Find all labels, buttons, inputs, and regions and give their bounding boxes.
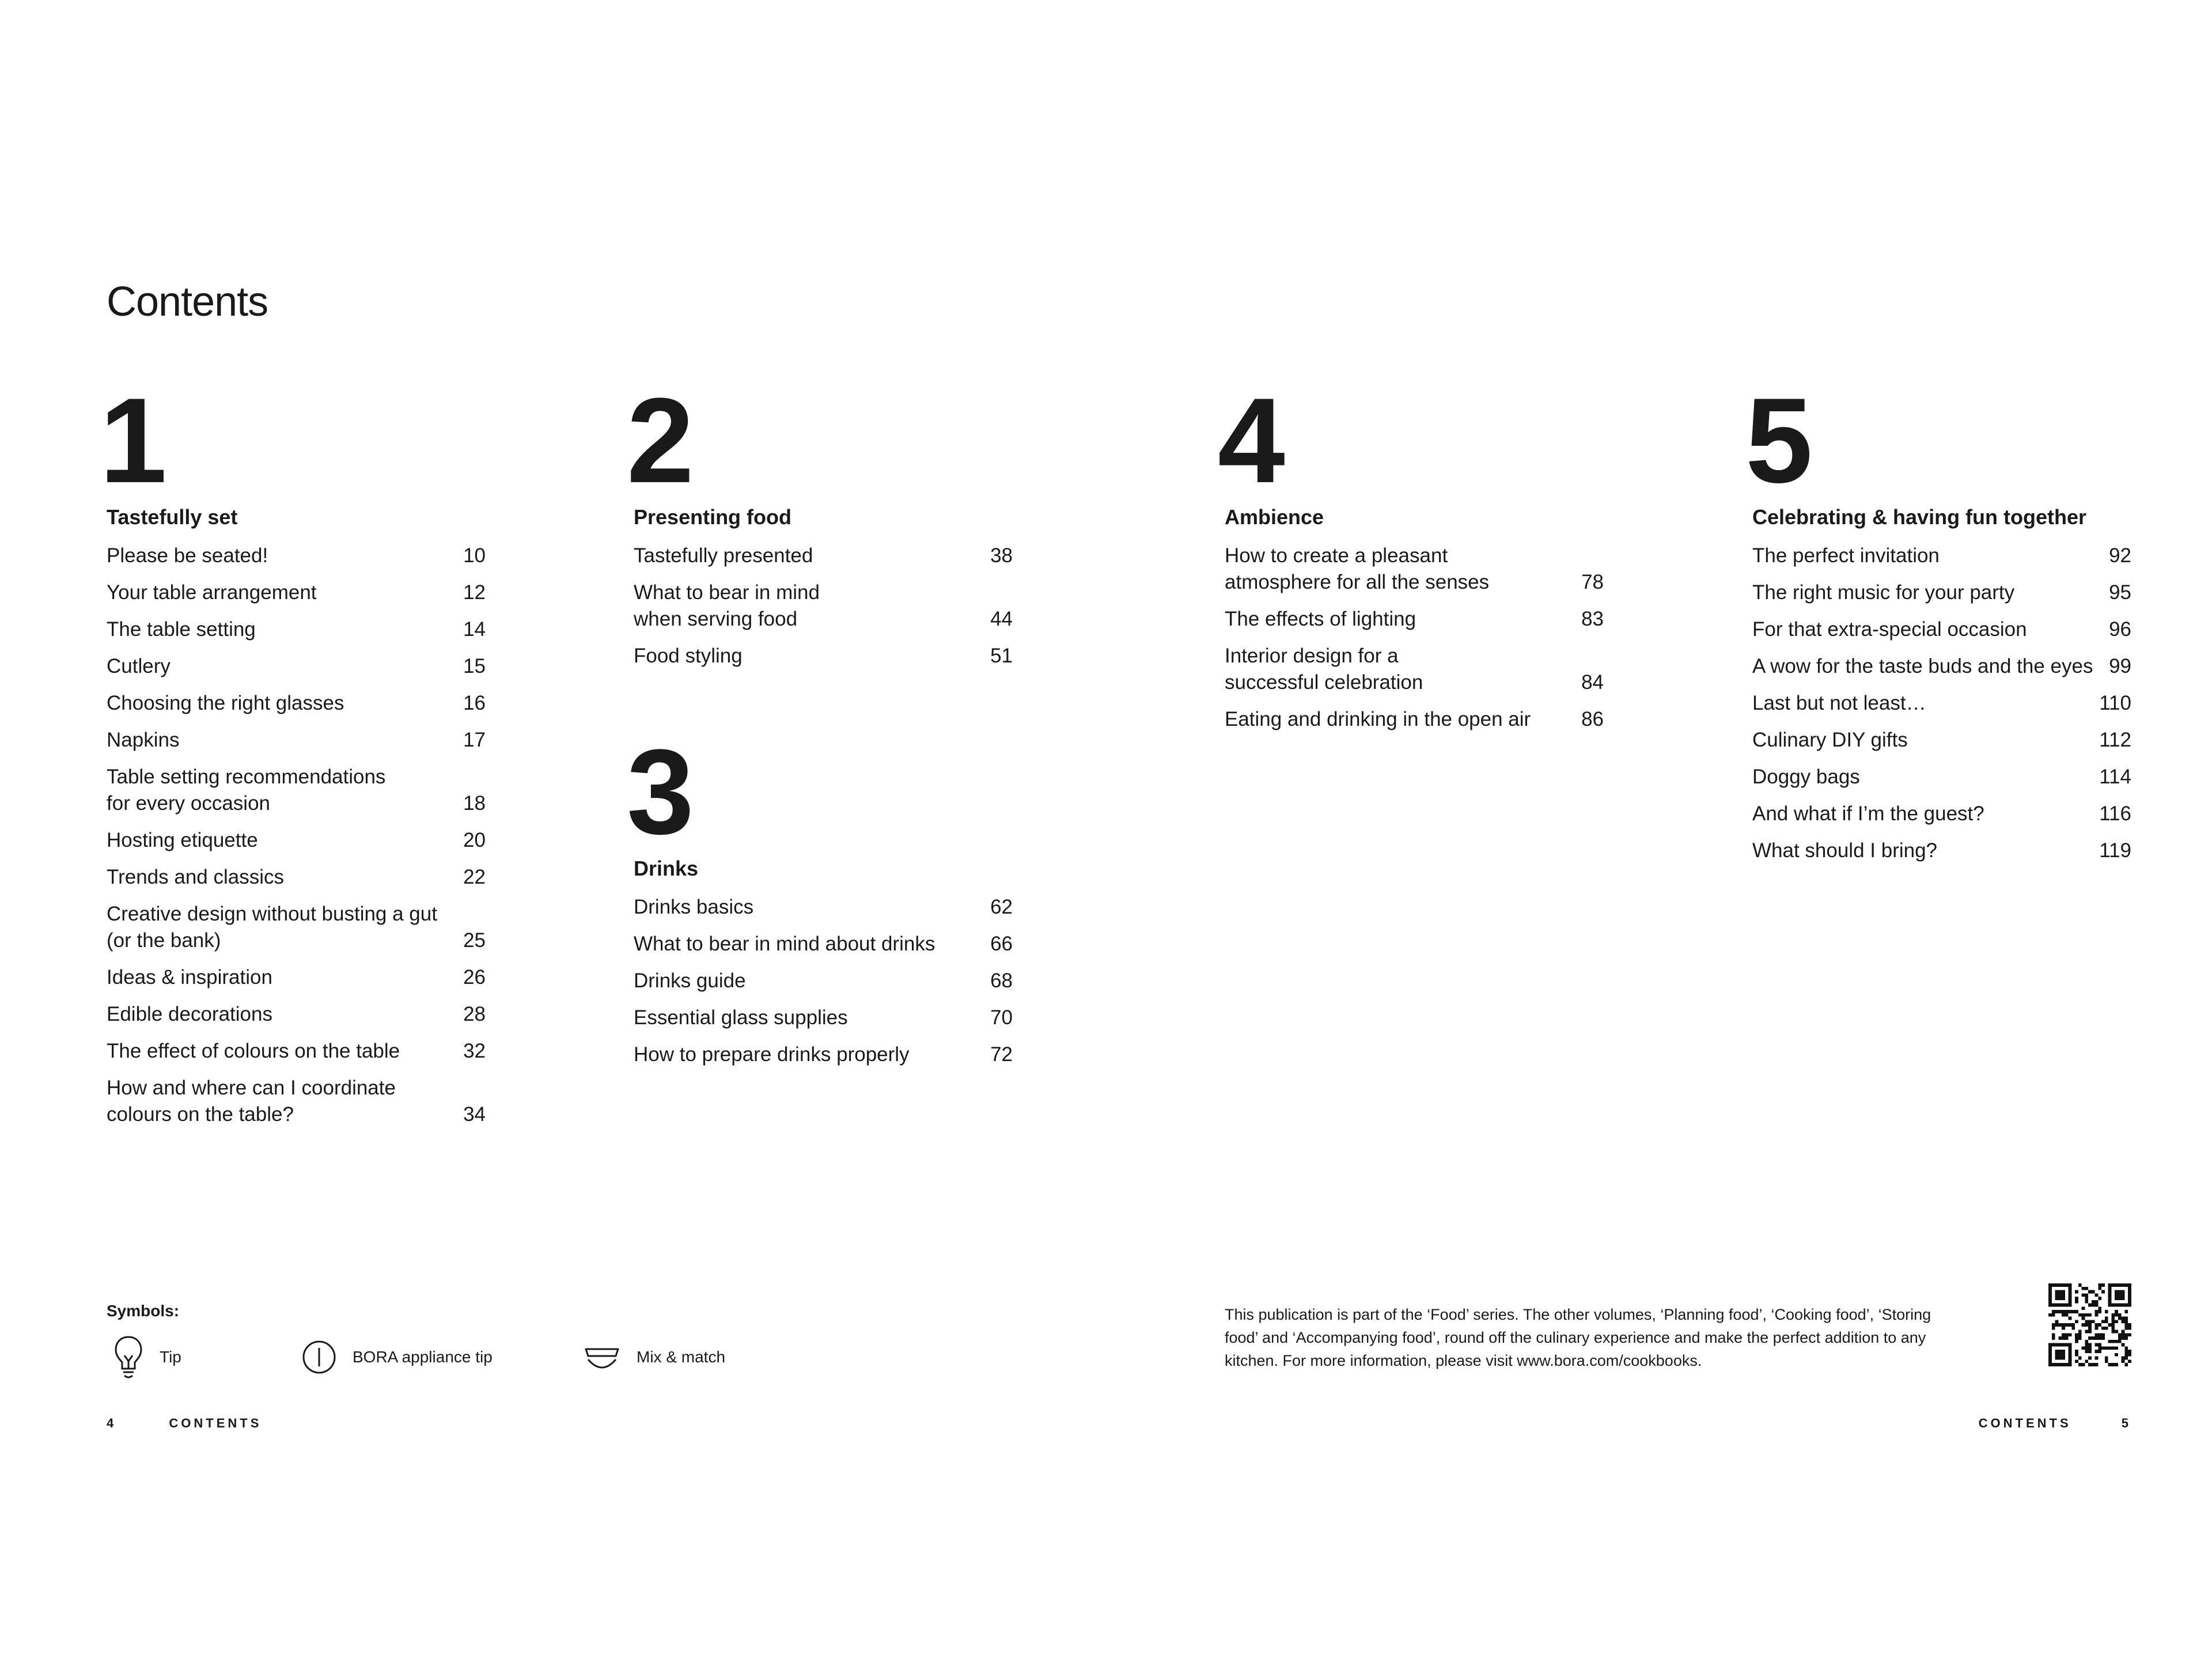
toc-entry-page: 10 <box>463 544 486 567</box>
toc-entry-title: Ideas & inspiration <box>107 966 272 988</box>
circle-line-icon <box>301 1339 338 1376</box>
toc-entry <box>634 643 1013 669</box>
toc-entry <box>1752 727 2131 753</box>
toc-entry-title: The perfect invitation <box>1752 544 1940 567</box>
toc-entry-title: Essential glass supplies <box>634 1006 848 1029</box>
toc-entry-page: 114 <box>2099 766 2131 788</box>
toc-entry <box>107 964 486 991</box>
toc-entry-title: Hosting etiquette <box>107 829 258 851</box>
footer-right <box>1979 1417 2131 1430</box>
entry-list <box>634 894 1013 1068</box>
toc-entry-title: How and where can I coordinate colours on the table? <box>107 1077 396 1126</box>
section-title: Presenting food <box>634 505 792 529</box>
toc-entry-page: 51 <box>990 645 1013 667</box>
toc-entry-page: 15 <box>463 655 486 677</box>
section-number: 5 <box>1745 373 1810 508</box>
toc-entry <box>107 727 486 753</box>
toc-entry <box>1225 706 1604 733</box>
toc-entry <box>634 1005 1013 1031</box>
toc-entry <box>634 1041 1013 1068</box>
qr-code-icon <box>2048 1283 2131 1366</box>
toc-entry-page: 84 <box>1581 671 1604 694</box>
toc-entry-title: The effect of colours on the table <box>107 1040 400 1062</box>
toc-entry-page: 68 <box>990 969 1013 992</box>
toc-entry-title: The table setting <box>107 618 256 641</box>
toc-entry <box>107 1075 486 1128</box>
toc-entry <box>1752 764 2131 790</box>
section-title: Tastefully set <box>107 505 238 529</box>
toc-entry-title: Interior design for a successful celebration <box>1225 645 1423 694</box>
toc-entry-page: 112 <box>2099 729 2131 751</box>
section-title: Celebrating & having fun together <box>1752 505 2087 529</box>
toc-entry-page: 96 <box>2109 618 2131 641</box>
toc-entry <box>107 827 486 854</box>
symbol-mix-and-match <box>582 1334 725 1380</box>
toc-entry <box>1752 543 2131 569</box>
toc-entry-page: 14 <box>463 618 486 641</box>
symbol-tip <box>112 1334 181 1380</box>
toc-entry-title: Cutlery <box>107 655 171 677</box>
toc-entry-title: Drinks guide <box>634 969 746 992</box>
toc-entry-page: 116 <box>2099 802 2131 825</box>
toc-entry-page: 99 <box>2109 655 2131 677</box>
toc-entry-title: Culinary DIY gifts <box>1752 729 1908 751</box>
section-5 <box>1745 373 2131 874</box>
toc-entry-page: 22 <box>463 866 486 888</box>
toc-entry <box>107 543 486 569</box>
toc-entry-title: Food styling <box>634 645 743 667</box>
section-title: Ambience <box>1225 505 1324 529</box>
toc-entry-page: 119 <box>2099 839 2131 862</box>
toc-entry <box>107 616 486 643</box>
toc-entry-page: 62 <box>990 896 1013 918</box>
toc-entry-page: 25 <box>463 929 486 952</box>
toc-entry <box>107 764 486 817</box>
toc-entry-page: 44 <box>990 608 1013 630</box>
symbol-row <box>107 1334 798 1386</box>
section-number: 2 <box>627 373 692 508</box>
footer-left <box>107 1417 262 1430</box>
toc-entry-title: Eating and drinking in the open air <box>1225 708 1531 730</box>
toc-entry <box>634 579 1013 632</box>
toc-entry <box>107 579 486 606</box>
toc-entry-page: 12 <box>463 581 486 604</box>
toc-entry-title: For that extra-special occasion <box>1752 618 2027 641</box>
lightbulb-icon <box>112 1334 145 1380</box>
toc-entry-title: Drinks basics <box>634 896 754 918</box>
symbols-legend <box>107 1302 726 1366</box>
entry-list <box>107 543 486 1128</box>
toc-entry-title: Creative design without busting a gut (or the bank) <box>107 903 437 952</box>
entry-list <box>634 543 1013 669</box>
running-head: CONTENTS <box>169 1416 262 1430</box>
symbols-heading: Symbols: <box>107 1302 180 1320</box>
toc-entry <box>107 1001 486 1028</box>
toc-entry <box>107 653 486 680</box>
toc-entry <box>107 864 486 891</box>
toc-entry-title: Last but not least… <box>1752 692 1926 714</box>
page-number: 5 <box>2121 1416 2131 1430</box>
toc-entry-page: 72 <box>990 1043 1013 1066</box>
toc-entry-page: 34 <box>463 1103 486 1126</box>
toc-entry-title: The effects of lighting <box>1225 608 1416 630</box>
toc-entry <box>1752 838 2131 864</box>
toc-entry-title: Table setting recommendations for every occasion <box>107 766 386 815</box>
toc-entry-title: Choosing the right glasses <box>107 692 344 714</box>
toc-entry <box>634 543 1013 569</box>
section-number: 1 <box>100 373 165 508</box>
toc-entry <box>107 901 486 954</box>
toc-entry-page: 32 <box>463 1040 486 1062</box>
toc-entry <box>634 931 1013 957</box>
toc-entry-title: How to create a pleasant atmosphere for all the senses <box>1225 544 1490 593</box>
toc-entry-title: Please be seated! <box>107 544 268 567</box>
toc-entry <box>1752 579 2131 606</box>
section-1 <box>100 373 486 1138</box>
entry-list <box>1225 543 1604 733</box>
toc-entry-page: 38 <box>990 544 1013 567</box>
toc-entry-page: 110 <box>2099 692 2131 714</box>
toc-entry-page: 86 <box>1581 708 1604 730</box>
section-3 <box>627 724 1013 1078</box>
toc-entry-page: 16 <box>463 692 486 714</box>
toc-entry-page: 17 <box>463 729 486 751</box>
section-2 <box>627 373 1013 680</box>
toc-entry-title: Tastefully presented <box>634 544 813 567</box>
toc-entry <box>1752 653 2131 680</box>
section-4 <box>1218 373 1604 743</box>
symbol-label: Mix & match <box>637 1348 726 1366</box>
toc-entry-page: 28 <box>463 1003 486 1025</box>
entry-list <box>1752 543 2131 864</box>
toc-entry-title: What to bear in mind about drinks <box>634 933 935 955</box>
symbol-label: Tip <box>160 1348 181 1366</box>
toc-entry-title: How to prepare drinks properly <box>634 1043 910 1066</box>
toc-entry-page: 20 <box>463 829 486 851</box>
toc-entry-title: A wow for the taste buds and the eyes <box>1752 655 2093 677</box>
toc-entry-page: 83 <box>1581 608 1604 630</box>
publication-note: This publication is part of the ‘Food’ series. The other volumes, ‘Planning food’, ‘Cooking food’, ‘Storing food’ and ‘Accompanying food’, round off the culinary experience and make the perfect addition to any kitchen. For more information, please visit www.bora.com/cookbooks. <box>1225 1306 1931 1369</box>
toc-entry-page: 18 <box>463 792 486 815</box>
toc-entry-title: Doggy bags <box>1752 766 1860 788</box>
symbol-bora-appliance-tip <box>301 1334 493 1380</box>
toc-entry-page: 26 <box>463 966 486 988</box>
toc-entry-title: Napkins <box>107 729 180 751</box>
toc-entry-title: What to bear in mind when serving food <box>634 581 820 630</box>
toc-entry-page: 66 <box>990 933 1013 955</box>
toc-entry <box>1752 801 2131 827</box>
toc-entry-title: What should I bring? <box>1752 839 1938 862</box>
toc-entry-title: The right music for your party <box>1752 581 2015 604</box>
toc-entry <box>1752 616 2131 643</box>
toc-entry-page: 78 <box>1581 571 1604 593</box>
toc-entry-title: And what if I’m the guest? <box>1752 802 1984 825</box>
page-number: 4 <box>107 1416 117 1430</box>
toc-entry <box>634 968 1013 994</box>
running-head: CONTENTS <box>1978 1416 2071 1430</box>
page-title: Contents <box>107 279 268 325</box>
bowl-icon <box>582 1340 622 1374</box>
section-number: 4 <box>1218 373 1283 508</box>
toc-entry <box>1225 543 1604 596</box>
symbol-label: BORA appliance tip <box>353 1348 493 1366</box>
toc-entry <box>107 690 486 717</box>
toc-entry-page: 70 <box>990 1006 1013 1029</box>
toc-entry <box>1225 643 1604 696</box>
toc-entry-page: 92 <box>2109 544 2131 567</box>
toc-entry <box>1225 606 1604 632</box>
toc-entry <box>107 1038 486 1065</box>
section-title: Drinks <box>634 857 699 880</box>
toc-entry-title: Edible decorations <box>107 1003 272 1025</box>
toc-entry <box>634 894 1013 921</box>
toc-entry <box>1752 690 2131 717</box>
toc-entry-title: Your table arrangement <box>107 581 317 604</box>
toc-entry-title: Trends and classics <box>107 866 284 888</box>
toc-entry-page: 95 <box>2109 581 2131 604</box>
section-number: 3 <box>627 724 692 859</box>
